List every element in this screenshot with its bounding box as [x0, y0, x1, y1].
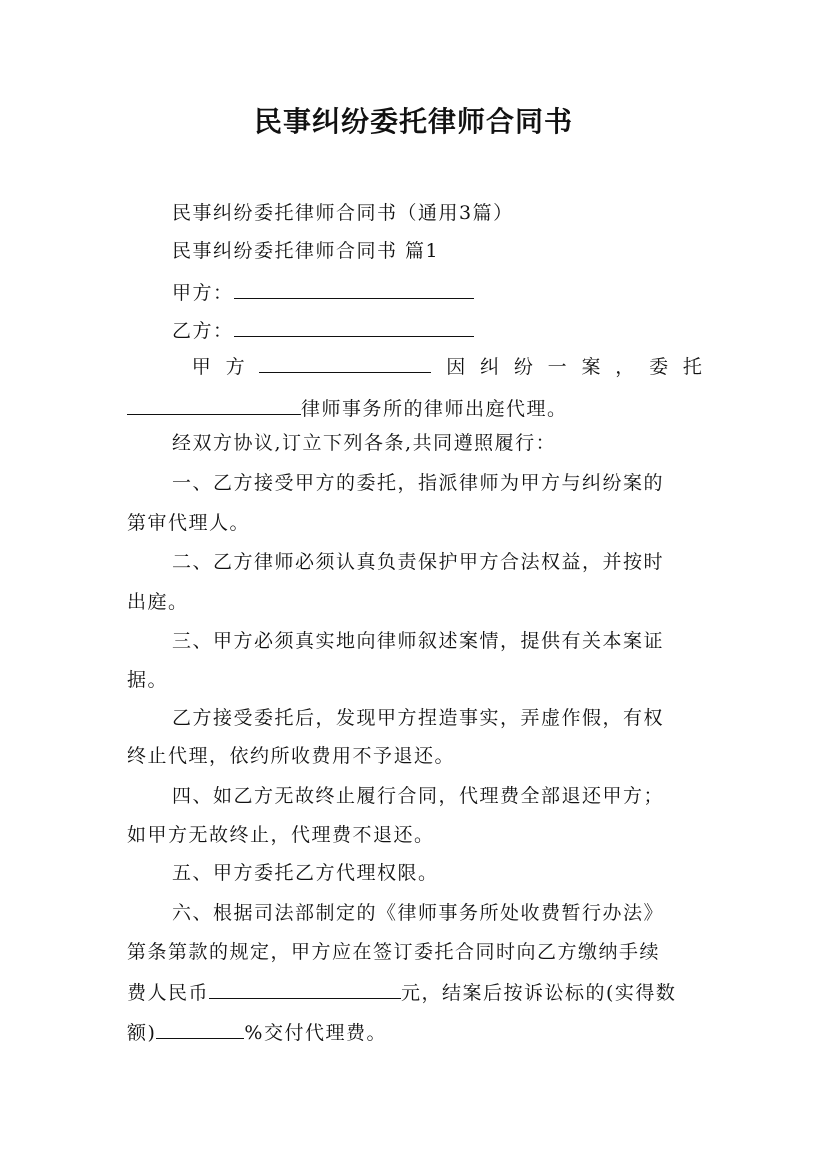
clause-3-line-2: 据。: [127, 669, 169, 691]
document-title: 民事纠纷委托律师合同书: [253, 105, 573, 138]
fee-amount-blank: [209, 978, 401, 999]
percent-blank: [156, 1018, 244, 1039]
case-char: 一: [547, 356, 567, 378]
party-a-line: [172, 278, 752, 306]
percent-text: %交付代理费。: [244, 1022, 387, 1044]
clause-6-line-1: 六、根据司法部制定的《律师事务所处收费暂行办法》: [172, 902, 665, 924]
case-char: 委: [649, 356, 669, 378]
agreement-intro: 经双方协议,订立下列各条,共同遵照履行：: [172, 432, 557, 454]
clause-2-line-2: 出庭。: [127, 591, 189, 613]
case-char: 甲: [191, 356, 211, 378]
amount-label: 额): [127, 1022, 157, 1044]
case-char: 方: [225, 356, 245, 378]
case-char: ，: [615, 356, 635, 378]
clause-4-line-2: 如甲方无故终止，代理费不退还。: [127, 824, 435, 846]
clause-1-line-1: 一、乙方接受甲方的委托，指派律师为甲方与纠纷案的: [172, 472, 665, 494]
law-firm-blank: [127, 394, 301, 415]
clause-6-line-4: [127, 1018, 707, 1046]
clause-3b-line-1: 乙方接受委托后，发现甲方捏造事实，弄虚作假，有权: [172, 707, 665, 729]
case-char: 因: [446, 356, 466, 378]
case-line: [127, 352, 702, 380]
clause-2-line-1: 二、乙方律师必须认真负责保护甲方合法权益，并按时: [172, 551, 665, 573]
party-b-line: [172, 316, 752, 344]
fee-text: 元，结案后按诉讼标的(实得数: [401, 982, 677, 1004]
party-a-label: 甲方：: [172, 282, 234, 304]
clause-1-line-2: 第审代理人。: [127, 512, 251, 534]
clause-4-line-1: 四、如乙方无故终止履行合同，代理费全部退还甲方；: [172, 785, 665, 807]
clause-6-line-2: 第条第款的规定，甲方应在签订委托合同时向乙方缴纳手续: [127, 941, 661, 963]
fee-label: 费人民币: [127, 982, 210, 1004]
case-char: 纷: [513, 356, 533, 378]
law-firm-line: [127, 394, 707, 422]
document-subtitle: 民事纠纷委托律师合同书（通用3篇）: [172, 202, 514, 224]
law-firm-text: 律师事务所的律师出庭代理。: [301, 398, 568, 420]
party-b-blank: [234, 316, 474, 337]
case-char: 托: [682, 356, 702, 378]
case-char: 纠: [480, 356, 500, 378]
clause-3b-line-2: 终止代理，依约所收费用不予退还。: [127, 745, 456, 767]
case-char: 案: [581, 356, 601, 378]
party-b-label: 乙方：: [172, 320, 234, 342]
clause-6-line-3: [127, 978, 707, 1006]
cause-blank: [259, 352, 431, 373]
party-a-blank: [234, 278, 474, 299]
section-heading: 民事纠纷委托律师合同书 篇1: [172, 240, 440, 262]
clause-5: 五、甲方委托乙方代理权限。: [172, 862, 439, 884]
clause-3-line-1: 三、甲方必须真实地向律师叙述案情，提供有关本案证: [172, 630, 665, 652]
